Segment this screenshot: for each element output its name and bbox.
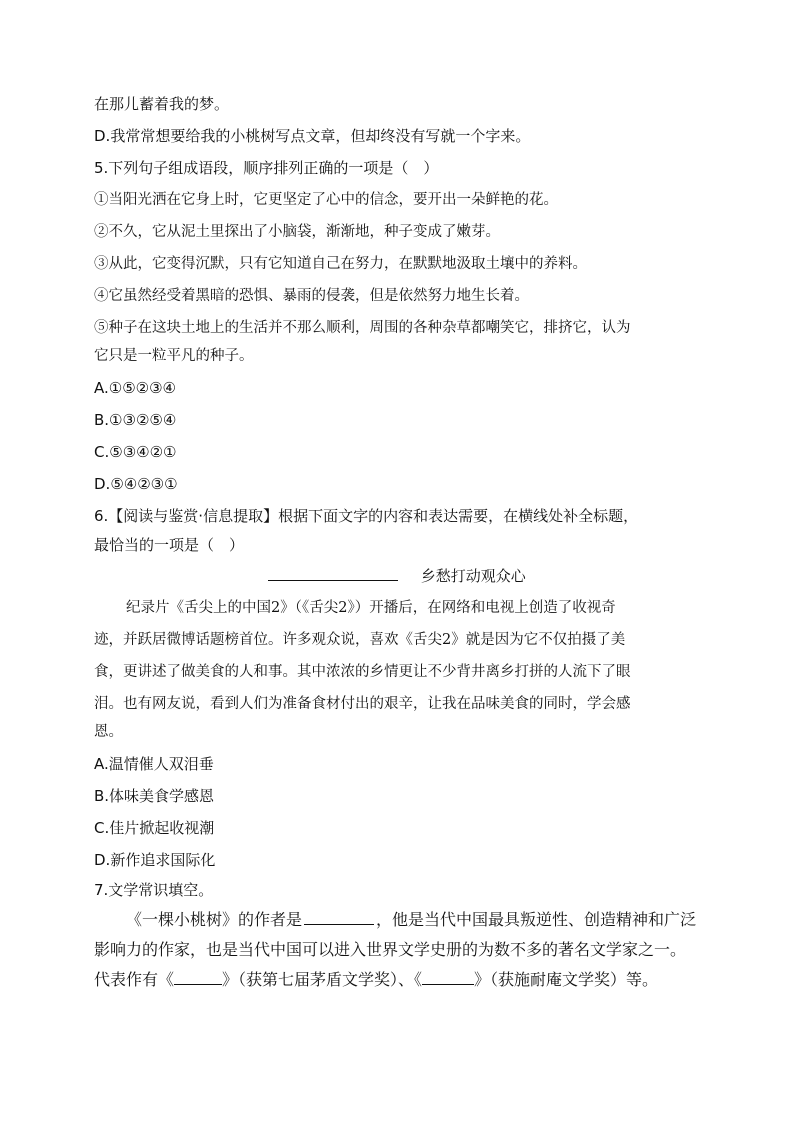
q6-passage-line-1: 纪录片《舌尖上的中国2》（《舌尖2》）开播后，在网络和电视上创造了收视奇 <box>126 600 616 616</box>
q4-option-d: D.我常常想要给我的小桃树写点文章，但却终没有写就一个字来。 <box>94 127 531 145</box>
q5-option-d: D.⑤④②③① <box>94 475 178 493</box>
q7-line-1-a: 《一棵小桃树》的作者是 <box>126 910 303 929</box>
q5-sentence-5: ⑤种子在这块土地上的生活并不那么顺利，周围的各种杂草都嘲笑它，排挤它，认为 <box>94 320 631 336</box>
q6-option-a: A.温情催人双泪垂 <box>94 755 214 773</box>
q6-passage-line-2: 迹，并跃居微博话题榜首位。许多观众说，喜欢《舌尖2》就是因为它不仅拍摄了美 <box>94 632 626 648</box>
q6-title-suffix: 乡愁打动观众心 <box>420 567 526 585</box>
q7-line-3-b: 》（获第七届茅盾文学奖）、《 <box>222 970 423 989</box>
q5-sentence-5-cont: 它只是一粒平凡的种子。 <box>94 348 254 364</box>
title-answer-blank[interactable] <box>268 566 398 581</box>
q7-stem: 7.文学常识填空。 <box>94 881 214 899</box>
q6-passage-line-4: 泪。也有网友说，看到人们为准备食材付出的艰辛，让我在品味美食的同时，学会感 <box>94 696 631 712</box>
q5-option-a: A.①⑤②③④ <box>94 379 177 397</box>
q6-option-d: D.新作追求国际化 <box>94 851 216 869</box>
q5-stem: 5.下列句子组成语段，顺序排列正确的一项是（ ） <box>94 159 439 177</box>
q6-option-c: C.佳片掀起收视潮 <box>94 819 215 837</box>
q7-line-3 <box>94 970 658 990</box>
q6-passage-line-3: 食，更讲述了做美食的人和事。其中浓浓的乡情更让不少背井离乡打拼的人流下了眼 <box>94 664 631 680</box>
q5-sentence-2: ②不久，它从泥土里探出了小脑袋，渐渐地，种子变成了嫩芽。 <box>94 224 500 240</box>
q6-title-line <box>268 566 526 586</box>
work-2-blank[interactable] <box>422 970 474 985</box>
q6-option-b: B.体味美食学感恩 <box>94 787 215 805</box>
q5-option-c: C.⑤③④②① <box>94 443 177 461</box>
q7-line-1 <box>126 910 696 930</box>
q6-stem-line-1: 6.【阅读与鉴赏·信息提取】根据下面文字的内容和表达需要，在横线处补全标题， <box>94 507 639 525</box>
q5-sentence-1: ①当阳光洒在它身上时，它更坚定了心中的信念，要开出一朵鲜艳的花。 <box>94 192 558 208</box>
work-1-blank[interactable] <box>174 970 222 985</box>
q7-line-1-b: ，他是当代中国最具叛逆性、创造精神和广泛 <box>376 910 697 929</box>
q7-line-3-c: 》（获施耐庵文学奖）等。 <box>474 970 659 989</box>
author-blank[interactable] <box>304 910 374 925</box>
q6-passage-line-5: 恩。 <box>94 724 123 740</box>
q5-option-b: B.①③②⑤④ <box>94 411 177 429</box>
q6-stem-line-2: 最恰当的一项是（ ） <box>94 536 245 554</box>
q5-sentence-3: ③从此，它变得沉默，只有它知道自己在努力，在默默地汲取土壤中的养料。 <box>94 256 587 272</box>
q4-continuation-line: 在那儿蓄着我的梦。 <box>94 95 230 113</box>
q5-sentence-4: ④它虽然经受着黑暗的恐惧、暴雨的侵袭，但是依然努力地生长着。 <box>94 288 529 304</box>
q7-line-2: 影响力的作家，也是当代中国可以进入世界文学史册的为数不多的著名文学家之一。 <box>94 940 687 959</box>
q7-line-3-a: 代表作有《 <box>94 970 175 989</box>
